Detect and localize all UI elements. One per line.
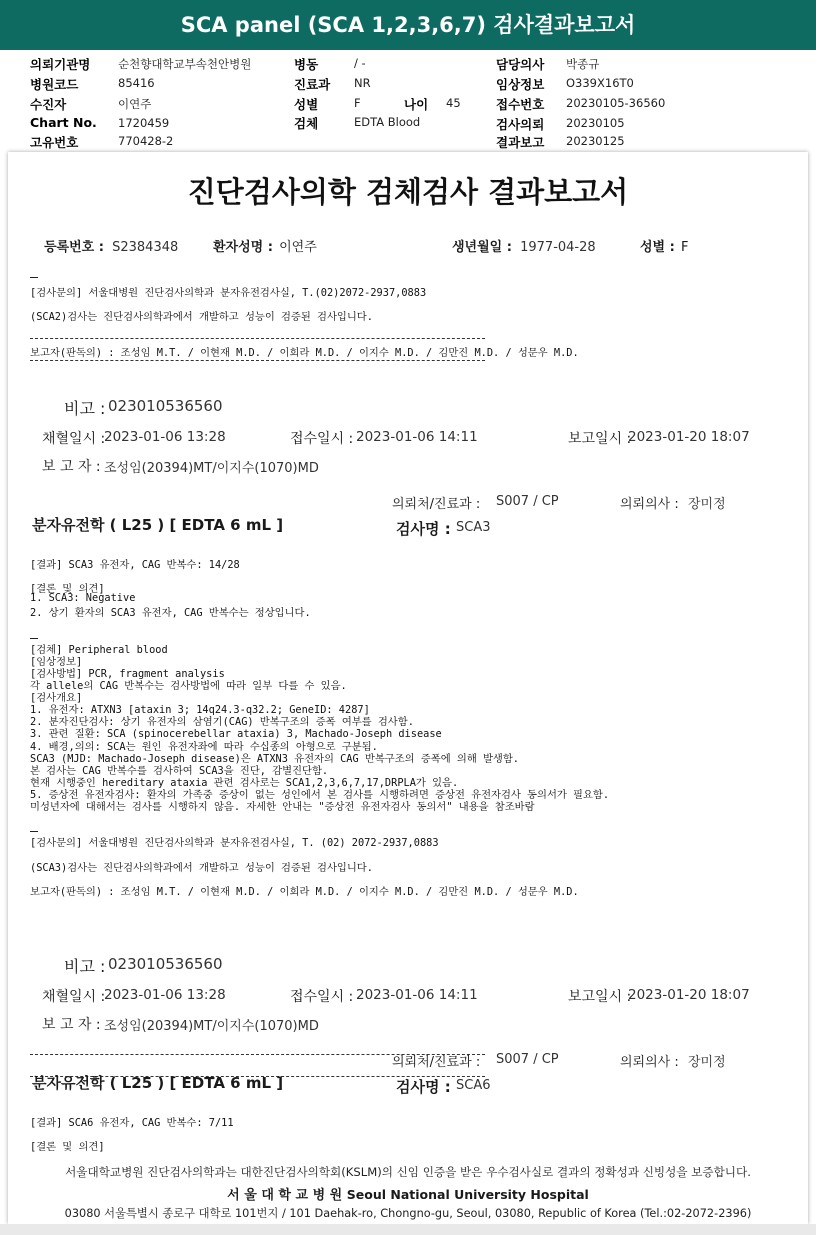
remarks-label: 비고 : <box>64 957 106 976</box>
age-value: 45 <box>446 96 461 110</box>
department-label: 의뢰처/진료과 : <box>392 1055 481 1070</box>
header-value: O339X16T0 <box>566 76 634 90</box>
header-label: 병원코드 <box>30 77 79 92</box>
report-line: 각 allele의 CAG 반복수는 검사방법에 따라 일부 다를 수 있음. <box>30 680 347 692</box>
header-value: NR <box>354 76 371 90</box>
remarks-label: 비고 : <box>64 399 106 418</box>
report-line: 4. 배경,의의: SCA는 원인 유전자좌에 따라 수십종의 아형으로 구분됨. <box>30 740 378 753</box>
patient-name-field <box>213 236 317 255</box>
header-label: 병동 <box>294 57 319 72</box>
dashed-rule <box>30 338 485 339</box>
header-value: EDTA Blood <box>354 115 421 129</box>
report-line: (SCA3)검사는 진단검사의학과에서 개발하고 성능이 검증된 검사입니다. <box>30 861 373 874</box>
header-label: 검사의뢰 <box>496 117 545 132</box>
hospital-name-en: Seoul National University Hospital <box>346 1187 589 1202</box>
referring-doctor-label: 의뢰의사 : <box>620 1055 679 1070</box>
age-label: 나이 <box>404 97 429 112</box>
report-line: [결과] SCA3 유전자, CAG 반복수: 14/28 <box>30 559 240 571</box>
reporter-label: 보 고 자 : <box>42 1017 101 1033</box>
lab-specimen: 분자유전학 ( L25 ) [ EDTA 6 mL ] <box>32 516 284 534</box>
header-value: 순천향대학교부속천안병원 <box>118 57 252 71</box>
header-value: 770428-2 <box>118 134 174 148</box>
report-line: [검사개요] <box>30 692 83 705</box>
report-line: [결론 및 의견] <box>30 1141 105 1154</box>
patient-info-row <box>44 236 178 255</box>
header-value: 20230105 <box>566 116 625 130</box>
department-label: 의뢰처/진료과 : <box>392 497 481 512</box>
header-label: 임상정보 <box>496 77 545 92</box>
report-heading: 진단검사의학 검체검사 결과보고서 <box>187 175 629 209</box>
reporters-line: 보고자(판독의) : 조성임 M.T. / 이현재 M.D. / 이희라 M.D. / 이지수 M.D. / 김만진 M.D. / 성문우 M.D. <box>30 347 579 359</box>
hospital-name-ko: 서 울 대 학 교 병 원 <box>227 1188 343 1203</box>
patient-name-value: 이연주 <box>279 240 317 255</box>
test-name-label: 검사명 : <box>396 520 451 538</box>
referring-doctor-label: 의뢰의사 : <box>620 497 679 512</box>
development-note: (SCA2)검사는 진단검사의학과에서 개발하고 성능이 검증된 검사입니다. <box>30 311 373 323</box>
title-banner <box>0 0 816 50</box>
remarks-value: 023010536560 <box>108 397 223 415</box>
header-value: 박종규 <box>566 57 600 71</box>
reporter-value: 조성임(20394)MT/이지수(1070)MD <box>104 461 319 476</box>
header-label: 담당의사 <box>496 57 545 72</box>
receipt-time-value: 2023-01-06 14:11 <box>356 429 478 445</box>
header-label: 수진자 <box>30 97 67 112</box>
department-value: S007 / CP <box>496 494 559 509</box>
report-line: 2. 상기 환자의 SCA3 유전자, CAG 반복수는 정상입니다. <box>30 607 311 620</box>
header-label: 결과보고 <box>496 135 545 150</box>
header-value: 20230125 <box>566 134 625 148</box>
report-line: 본 검사는 CAG 반복수를 검사하여 SCA3을 진단, 감별진단함. <box>30 764 329 777</box>
header-label: 의뢰기관명 <box>30 57 91 72</box>
report-line: 현재 시행중인 hereditary ataxia 관련 검사로는 SCA1,2,3,6,7,17,DRPLA가 있음. <box>30 776 459 789</box>
header-value: 1720459 <box>118 116 170 130</box>
certification-note: 서울대학교병원 진단검사의학과는 대한진단검사의학회(KSLM)의 신임 인증을 받은 우수검사실로 결과의 정확성과 신빙성을 보증합니다. <box>65 1165 751 1179</box>
report-time-label: 보고일시 : <box>568 989 632 1005</box>
header-value: F <box>354 96 361 110</box>
separator-mark <box>30 277 38 278</box>
report-time-label: 보고일시 : <box>568 431 632 447</box>
report-line: [결론 및 의견] <box>30 583 105 596</box>
header-label: 검체 <box>294 116 319 131</box>
lab-specimen: 분자유전학 ( L25 ) [ EDTA 6 mL ] <box>32 1074 284 1092</box>
reporter-value: 조성임(20394)MT/이지수(1070)MD <box>104 1019 319 1034</box>
report-title: SCA panel (SCA 1,2,3,6,7) 검사결과보고서 <box>180 13 636 37</box>
report-line: [임상정보] <box>30 655 83 668</box>
header-value: 이연주 <box>118 97 152 111</box>
hospital-name <box>8 1184 808 1203</box>
report-line: [검체] Peripheral blood <box>30 643 168 656</box>
report-line: SCA3 (MJD: Machado-Joseph disease)은 ATXN3 유전자의 CAG 반복구조의 증폭에 의해 발생함. <box>30 752 520 765</box>
header-label: Chart No. <box>30 115 97 130</box>
dashed-rule <box>30 360 485 361</box>
reg-no-value: S2384348 <box>112 240 179 255</box>
header-value: 85416 <box>118 76 155 90</box>
separator-mark <box>30 831 38 832</box>
collection-time-value: 2023-01-06 13:28 <box>104 987 226 1003</box>
hospital-address: 03080 서울특별시 종로구 대학로 101번지 / 101 Daehak-ro, Chongno-gu, Seoul, 03080, Republic of Korea (Tel.:02-2072-2396) <box>64 1207 752 1220</box>
report-line: 2. 분자진단검사: 상기 유전자의 삼염기(CAG) 반복구조의 증폭 여부를 검사함. <box>30 716 414 729</box>
test-name-value: SCA6 <box>456 1078 491 1093</box>
sex-label: 성별 : <box>640 240 675 255</box>
scanned-report-page <box>8 152 808 1224</box>
report-time-value: 2023-01-20 18:07 <box>628 987 750 1003</box>
dob-label: 생년월일 : <box>452 240 512 255</box>
header-value: / - <box>354 56 366 70</box>
header-label: 성별 <box>294 97 319 112</box>
test-name-value: SCA3 <box>456 520 491 535</box>
header-label: 접수번호 <box>496 97 545 112</box>
header-value: 20230105-36560 <box>566 96 666 110</box>
header-label: 진료과 <box>294 77 331 92</box>
report-line: [결과] SCA6 유전자, CAG 반복수: 7/11 <box>30 1117 234 1129</box>
dob-value: 1977-04-28 <box>520 240 596 255</box>
report-line: 1. 유전자: ATXN3 [ataxin 3; 14q24.3-q32.2; GeneID: 4287] <box>30 704 370 717</box>
receipt-time-value: 2023-01-06 14:11 <box>356 987 478 1003</box>
report-line: 3. 관련 질환: SCA (spinocerebellar ataxia) 3, Machado-Joseph disease <box>30 728 442 741</box>
report-line: [검사문의] 서울대병원 진단검사의학과 분자유전검사실, T. (02) 2072-2937,0883 <box>30 837 439 850</box>
report-line: 5. 증상전 유전자검사: 환자의 가족중 증상이 없는 성인에서 본 검사를 시행하려면 증상전 유전자검사 동의서가 필요함. <box>30 788 610 801</box>
report-time-value: 2023-01-20 18:07 <box>628 429 750 445</box>
receipt-time-label: 접수일시 : <box>290 431 354 447</box>
lab-contact: [검사문의] 서울대병원 진단검사의학과 분자유전검사실, T.(02)2072-2937,0883 <box>30 287 427 299</box>
department-value: S007 / CP <box>496 1052 559 1067</box>
report-line: 미성년자에 대해서는 검사를 시행하지 않음. 자세한 안내는 "증상전 유전자검사 동의서" 내용을 참조바람 <box>30 801 535 813</box>
report-line: 보고자(판독의) : 조성임 M.T. / 이현재 M.D. / 이희라 M.D. / 이지수 M.D. / 김만진 M.D. / 성문우 M.D. <box>30 885 579 898</box>
dob-field <box>452 236 596 255</box>
separator-mark <box>30 638 38 639</box>
footer-band <box>0 1224 816 1235</box>
reg-no-label: 등록번호 : <box>44 240 104 255</box>
test-name-label: 검사명 : <box>396 1078 451 1096</box>
report-line: 1. SCA3: Negative <box>30 592 136 605</box>
remarks-value: 023010536560 <box>108 955 223 973</box>
referring-doctor-value: 장미정 <box>688 1055 726 1070</box>
sex-value: F <box>680 240 689 255</box>
collection-time-value: 2023-01-06 13:28 <box>104 429 226 445</box>
reporter-label: 보 고 자 : <box>42 459 101 475</box>
header-label: 고유번호 <box>30 135 79 150</box>
collection-time-label: 채혈일시 : <box>42 989 106 1005</box>
patient-name-label: 환자성명 : <box>213 240 273 255</box>
referring-doctor-value: 장미정 <box>688 497 726 512</box>
collection-time-label: 채혈일시 : <box>42 431 106 447</box>
sex-field <box>640 236 688 255</box>
report-line: [검사방법] PCR, fragment analysis <box>30 667 225 680</box>
receipt-time-label: 접수일시 : <box>290 989 354 1005</box>
